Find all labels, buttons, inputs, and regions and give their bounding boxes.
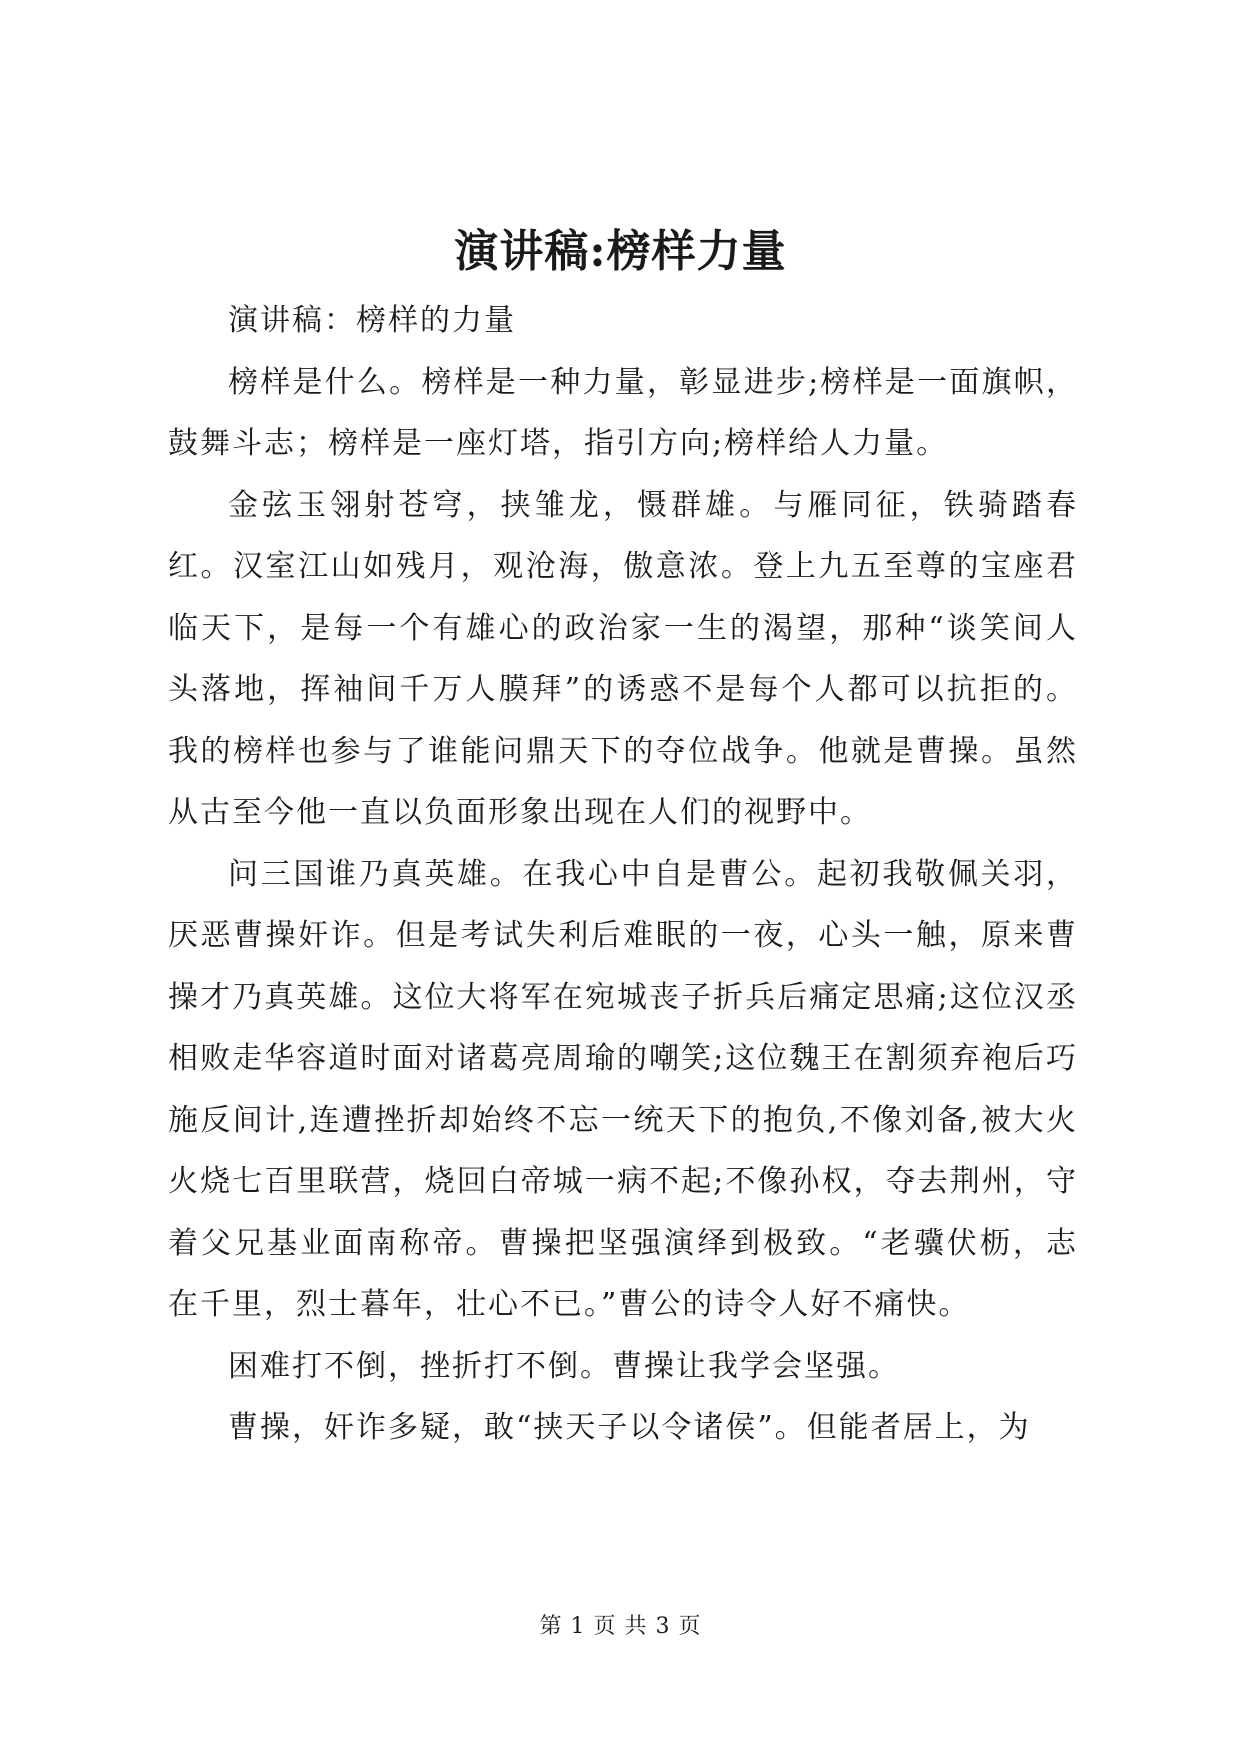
- page-footer: 第 1 页 共 3 页: [539, 1614, 702, 1639]
- paragraph: 金弦玉翎射苍穹，挟雏龙，慑群雄。与雁同征，铁骑踏春红。汉室江山如残月，观沧海，傲意浓。登上九五至尊的宝座君临天下，是每一个有雄心的政治家一生的渴望，那种“谈笑间人头落地，挥袖间千万人膜拜”的诱惑不是每个人都可以抗拒的。我的榜样也参与了谁能问鼎天下的夺位战争。他就是曹操。虽然从古至今他一直以负面形象出现在人们的视野中。: [168, 487, 1078, 830]
- paragraph: 困难打不倒，挫折打不倒。曹操让我学会坚强。: [228, 1348, 900, 1384]
- document-title: 演讲稿:榜样力量: [454, 226, 787, 277]
- paragraph: 榜样是什么。榜样是一种力量，彰显进步;榜样是一面旗帜，鼓舞斗志；榜样是一座灯塔，指引方向;榜样给人力量。: [168, 364, 1078, 461]
- paragraph: 问三国谁乃真英雄。在我心中自是曹公。起初我敬佩关羽，厌恶曹操奸诈。但是考试失利后难眠的一夜，心头一触，原来曹操才乃真英雄。这位大将军在宛城丧子折兵后痛定思痛;这位汉丞相败走华容道时面对诸葛亮周瑜的嘲笑;这位魏王在割须弃袍后巧施反间计,连遭挫折却始终不忘一统天下的抱负,不像刘备,被大火火烧七百里联营，烧回白帝城一病不起;不像孙权，夺去荆州，守着父兄基业面南称帝。曹操把坚强演绎到极致。“老骥伏枥，志在千里，烈士暮年，壮心不已。”曹公的诗令人好不痛快。: [168, 856, 1078, 1322]
- paragraph-subtitle: 演讲稿：榜样的力量: [228, 303, 516, 338]
- document-body: [168, 290, 1078, 1459]
- paragraph: 曹操，奸诈多疑，敢“挟天子以令诸侯”。但能者居上，为: [228, 1410, 1031, 1445]
